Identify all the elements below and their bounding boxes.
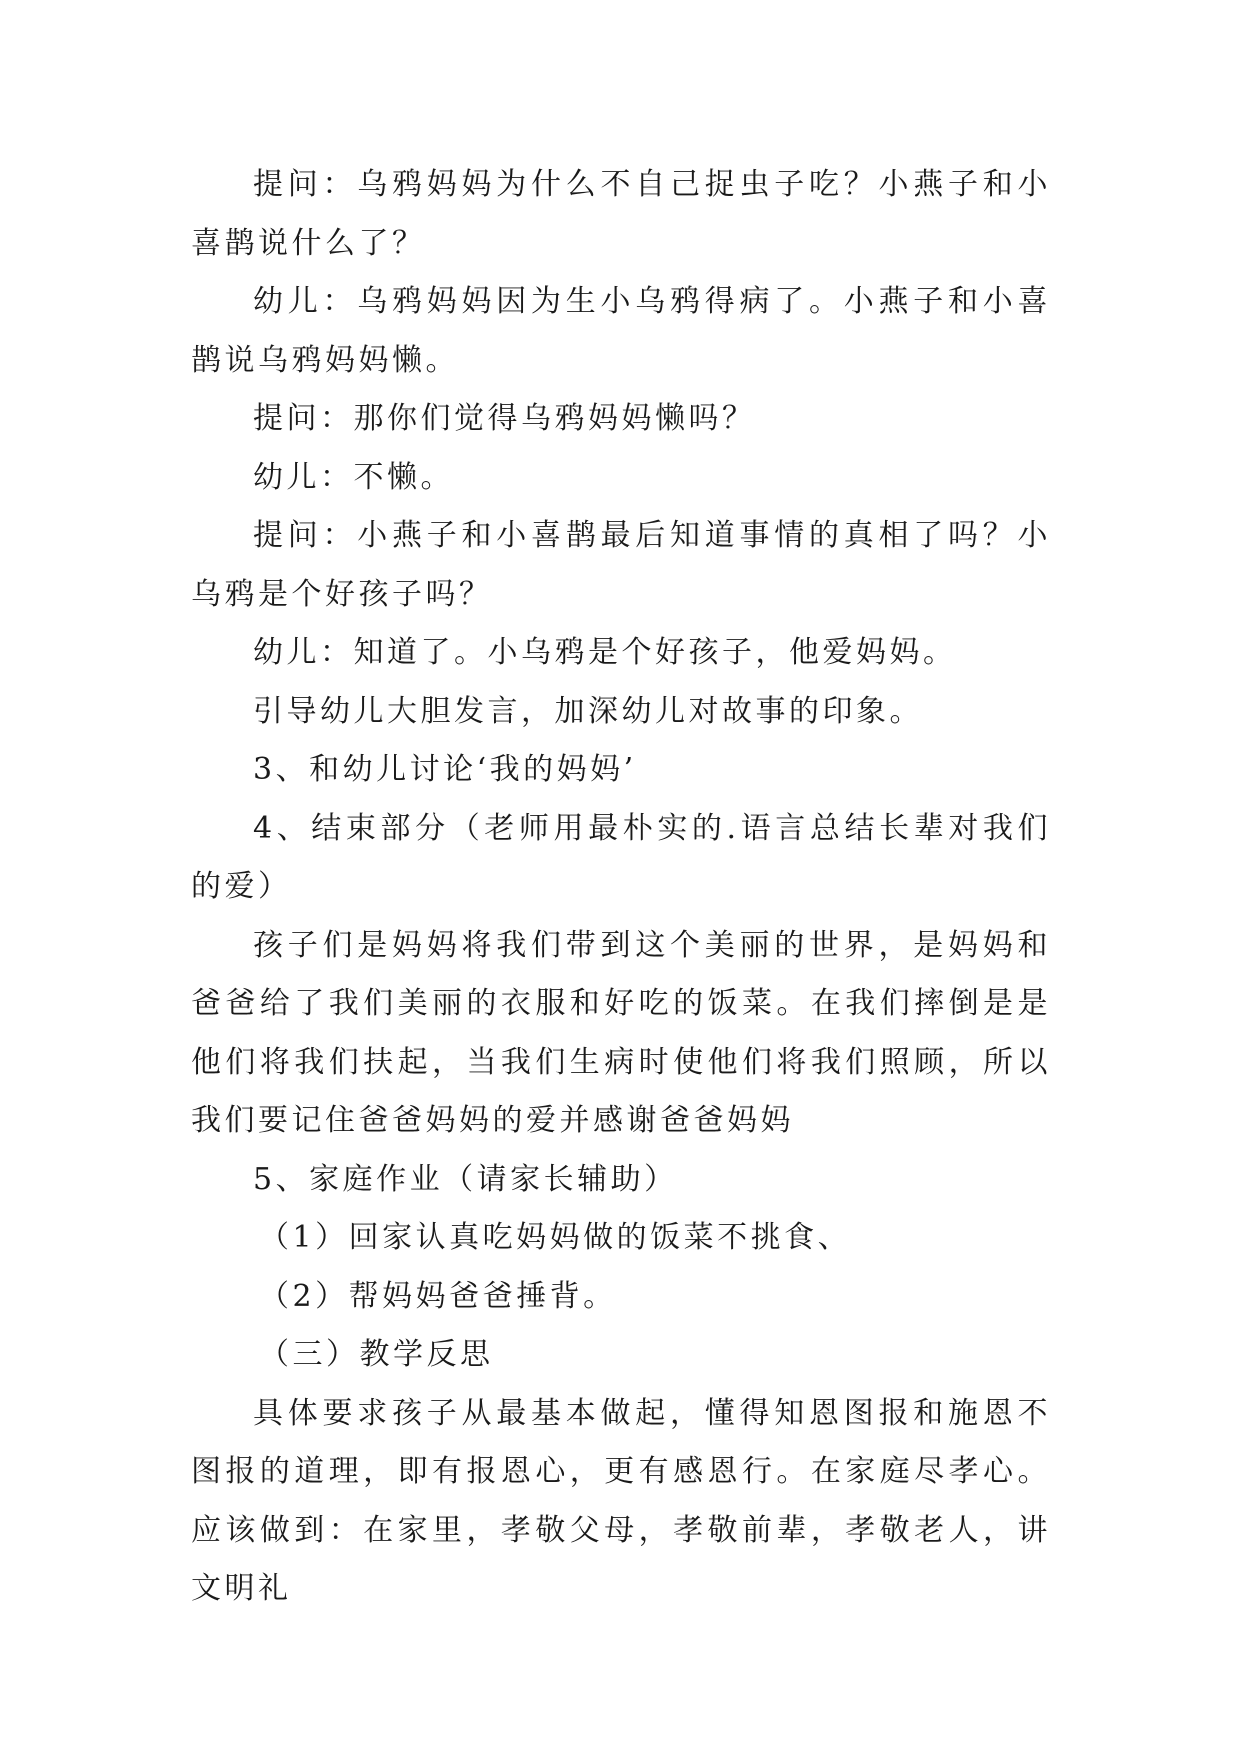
answer-paragraph: 幼儿：不懒。 [253,459,454,495]
reflection-paragraph: 具体要求孩子从最基本做起，懂得知恩图报和施恩不图报的道理，即有报恩心，更有感恩行。在家庭尽孝心。应该做到：在家里，孝敬父母，孝敬前辈，孝敬老人，讲文明礼 [191,1395,1051,1606]
question-paragraph: 提问：乌鸦妈妈为什么不自己捉虫子吃？小燕子和小喜鹊说什么了？ [191,167,1051,261]
question-paragraph: 提问：那你们觉得乌鸦妈妈懒吗？ [253,401,756,436]
document-body [191,156,1051,1619]
homework-item-1: （1）回家认真吃妈妈做的饭菜不挑食、 [259,1220,852,1255]
reflection-heading: （三）教学反思 [259,1337,494,1372]
section-heading-4: 4、结束部分（老师用最朴实的.语言总结长辈对我们的爱） [191,810,1051,904]
closing-paragraph: 孩子们是妈妈将我们带到这个美丽的世界，是妈妈和爸爸给了我们美丽的衣服和好吃的饭菜。在我们摔倒是是他们将我们扶起，当我们生病时使他们将我们照顾，所以我们要记住爸爸妈妈的爱并感谢爸爸妈妈 [191,927,1051,1138]
section-heading-5: 5、家庭作业（请家长辅助） [253,1161,678,1197]
question-paragraph: 提问：小燕子和小喜鹊最后知道事情的真相了吗？小乌鸦是个好孩子吗？ [191,518,1051,612]
answer-paragraph: 幼儿：乌鸦妈妈因为生小乌鸦得病了。小燕子和小喜鹊说乌鸦妈妈懒。 [191,284,1051,378]
guidance-paragraph: 引导幼儿大胆发言，加深幼儿对故事的印象。 [253,693,923,729]
homework-item-2: （2）帮妈妈爸爸捶背。 [259,1278,617,1314]
section-heading-3: 3、和幼儿讨论‘我的妈妈’ [253,752,637,787]
answer-paragraph: 幼儿：知道了。小乌鸦是个好孩子，他爱妈妈。 [253,635,957,670]
